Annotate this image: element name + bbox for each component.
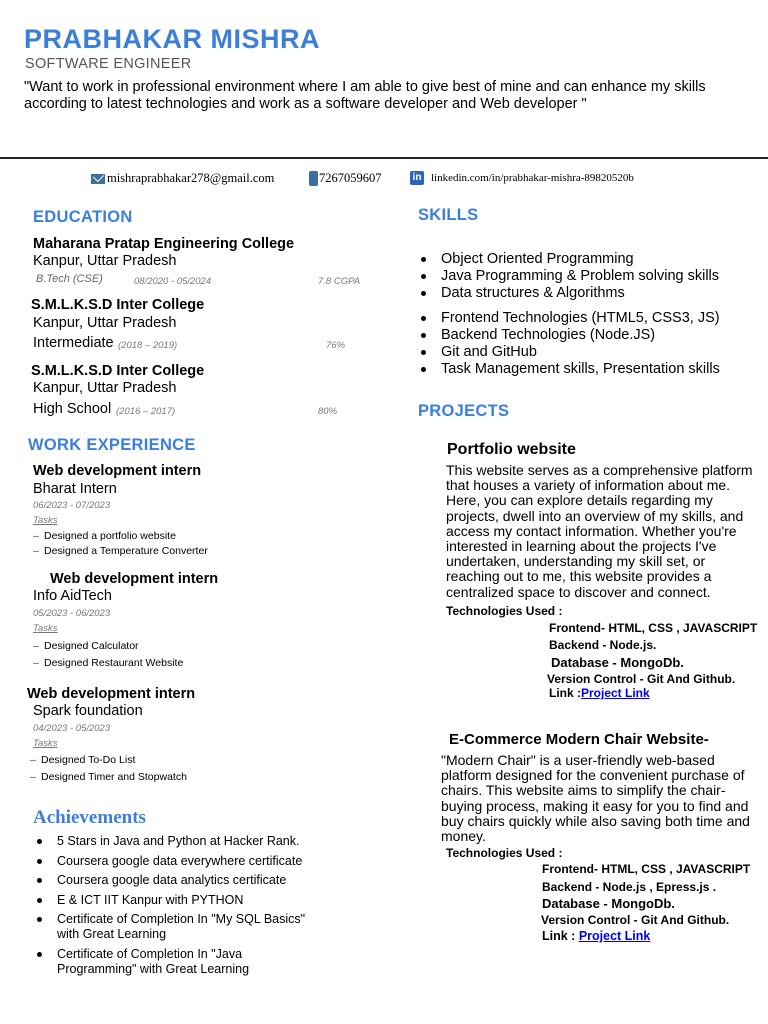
education-school: Maharana Pratap Engineering College (33, 236, 295, 252)
education-score: 80% (318, 406, 338, 417)
tech-database: Database - MongoDb. (542, 896, 675, 911)
email-text: mishraprabhakar278@gmail.com (107, 171, 275, 185)
task-item: – Designed a portfolio website (33, 530, 176, 542)
education-degree: High School (33, 401, 112, 417)
education-dates: (2018 – 2019) (118, 340, 178, 351)
project-description: This website serves as a comprehensive platform that houses a variety of information about me. Here, you can explore details regarding my projects, dwell into an overview of my skills, and access my contact information. Whether you're interested in learning about the projects I've undertaken, understanding my skill set, or reaching out to me, this website provides a centralized space to discover and connect. (446, 462, 753, 600)
work-role: Web development intern (50, 571, 219, 587)
task-item: – Designed To-Do List (30, 754, 136, 766)
tech-label: Technologies Used : (446, 846, 563, 860)
project-link[interactable]: Project Link (578, 929, 651, 943)
project-description: "Modern Chair" is a user-friendly web-based platform designed for the convenient purchase of chairs. This website aims to simplify the chair-buying process, making it easy for you to find and buy chairs quickly while also saving both time and money. (441, 752, 750, 845)
task-text: Designed To-Do List (41, 754, 136, 766)
mail-icon (91, 174, 105, 184)
project-link-row (542, 929, 650, 943)
project-link[interactable]: Project Link (581, 686, 650, 700)
objective-statement: "Want to work in professional environment where I am able to give best of mine and can enhance my skills according to latest technologies and work as a software developer and Web developer " (24, 79, 706, 112)
task-item: – Designed Calculator (33, 640, 139, 652)
skill-item: Backend Technologies (Node.JS) (415, 327, 760, 344)
skills-heading: SKILLS (418, 206, 479, 224)
education-dates: 08/2020 - 05/2024 (134, 276, 212, 287)
linkedin-text: linkedin.com/in/prabhakar-mishra-89820520b (431, 172, 634, 184)
projects-heading: PROJECTS (418, 402, 510, 420)
skill-item: Object Oriented Programming (415, 251, 760, 268)
tech-database: Database - MongoDb. (551, 655, 684, 670)
skill-item: Data structures & Algorithms (415, 285, 760, 302)
skills-list-tech (415, 310, 760, 378)
contact-phone[interactable] (309, 171, 382, 186)
project-title: E-Commerce Modern Chair Website- (449, 731, 709, 748)
work-dates: 05/2023 - 06/2023 (33, 608, 111, 619)
achievement-item: Coursera google data everywhere certificate (31, 854, 311, 869)
work-company: Spark foundation (33, 703, 143, 719)
skill-item: Frontend Technologies (HTML5, CSS3, JS) (415, 310, 760, 327)
education-score: 76% (326, 340, 346, 351)
task-text: Designed Calculator (44, 640, 139, 652)
tech-vcs: Version Control - Git And Github. (541, 913, 730, 927)
work-role: Web development intern (33, 463, 202, 479)
skill-item: Java Programming & Problem solving skills (415, 268, 760, 285)
project-title: Portfolio website (447, 441, 576, 458)
education-dates: (2016 – 2017) (116, 406, 176, 417)
education-score: 7.8 CGPA (318, 276, 361, 287)
tech-label: Technologies Used : (446, 604, 563, 618)
skill-item: Git and GitHub (415, 344, 760, 361)
tasks-label: Tasks (33, 738, 58, 749)
achievement-item: 5 Stars in Java and Python at Hacker Rank. (31, 834, 311, 849)
education-degree: B.Tech (CSE) (36, 273, 103, 285)
task-item: – Designed a Temperature Converter (33, 545, 208, 557)
achievement-item: Certificate of Completion In "My SQL Basics" with Great Learning (31, 912, 311, 942)
education-degree: Intermediate (33, 335, 114, 351)
work-role: Web development intern (27, 686, 196, 702)
task-text: Designed Restaurant Website (44, 657, 184, 669)
education-heading: EDUCATION (33, 208, 133, 226)
work-dates: 04/2023 - 05/2023 (33, 723, 111, 734)
tech-frontend: Frontend- HTML, CSS , JAVASCRIPT (542, 862, 751, 876)
task-item: – Designed Timer and Stopwatch (30, 771, 187, 783)
phone-icon (309, 171, 318, 186)
tech-vcs: Version Control - Git And Github. (547, 672, 736, 686)
task-text: Designed a Temperature Converter (44, 545, 208, 557)
project-link-row (549, 686, 650, 700)
achievements-list (31, 834, 311, 981)
work-heading: WORK EXPERIENCE (28, 436, 196, 454)
task-item: – Designed Restaurant Website (33, 657, 184, 669)
tech-backend: Backend - Node.js. (549, 638, 657, 652)
education-school: S.M.L.K.S.D Inter College (31, 363, 205, 379)
phone-text: 7267059607 (319, 171, 382, 185)
candidate-name: PRABHAKAR MISHRA (24, 24, 320, 54)
task-text: Designed a portfolio website (44, 530, 176, 542)
skill-item: Task Management skills, Presentation skills (415, 361, 760, 378)
education-location: Kanpur, Uttar Pradesh (33, 253, 177, 269)
tasks-label: Tasks (33, 623, 58, 634)
link-label: Link : (542, 929, 579, 943)
skills-list-core (415, 251, 760, 302)
education-school: S.M.L.K.S.D Inter College (31, 297, 205, 313)
linkedin-icon: in (410, 171, 424, 185)
tech-frontend: Frontend- HTML, CSS , JAVASCRIPT (549, 621, 758, 635)
work-dates: 06/2023 - 07/2023 (33, 500, 111, 511)
tasks-label: Tasks (33, 515, 58, 526)
education-location: Kanpur, Uttar Pradesh (33, 380, 177, 396)
tech-backend: Backend - Node.js , Epress.js . (542, 880, 717, 894)
header-divider (0, 157, 768, 159)
achievement-item: Coursera google data analytics certificate (31, 873, 311, 888)
link-label: Link : (549, 686, 581, 700)
contact-linkedin[interactable] (410, 171, 634, 185)
achievement-item: Certificate of Completion In "Java Programming" with Great Learning (31, 947, 311, 977)
education-location: Kanpur, Uttar Pradesh (33, 315, 177, 331)
task-text: Designed Timer and Stopwatch (41, 771, 187, 783)
job-title: SOFTWARE ENGINEER (25, 56, 192, 72)
work-company: Info AidTech (33, 588, 112, 604)
achievements-heading: Achievements (33, 807, 146, 828)
work-company: Bharat Intern (33, 481, 117, 497)
achievement-item: E & ICT IIT Kanpur with PYTHON (31, 893, 311, 908)
contact-email[interactable] (91, 171, 274, 186)
